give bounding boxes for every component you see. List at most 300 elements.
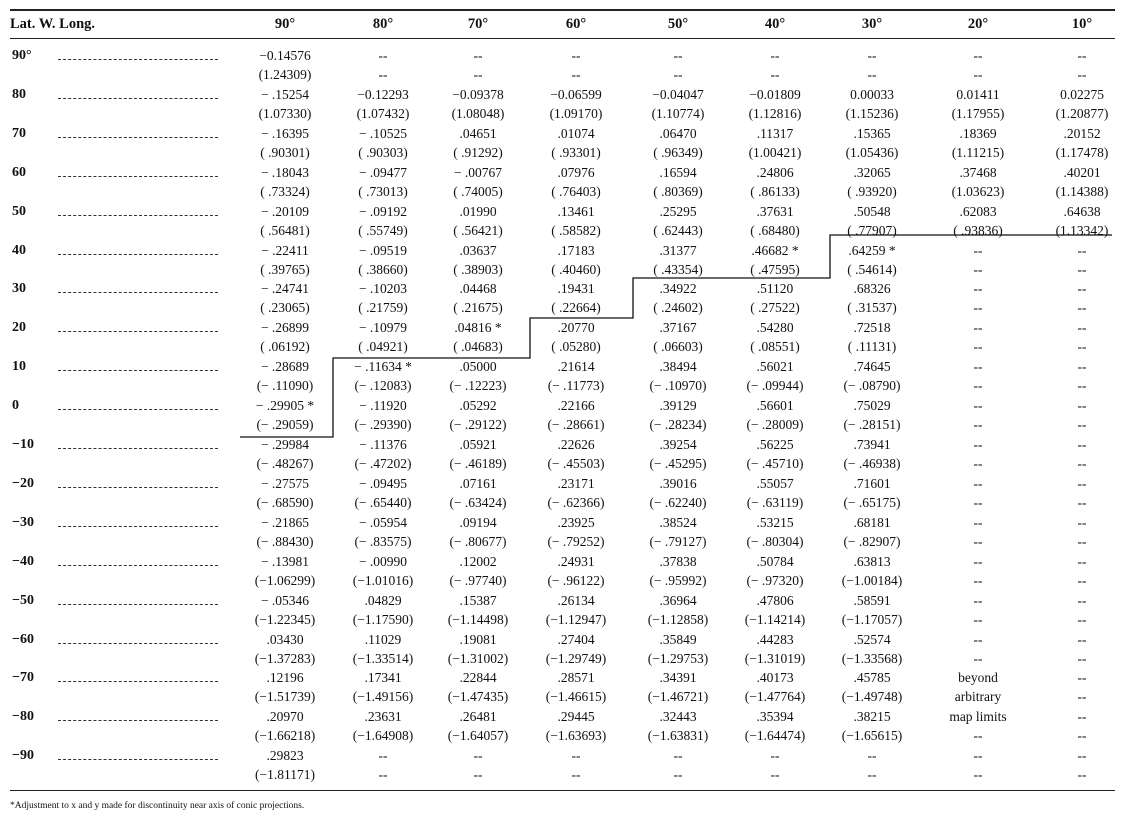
x-coordinate-cell: .58591: [853, 592, 891, 608]
latitude-label: 10: [12, 359, 26, 375]
y-coordinate-cell: ( .68480): [750, 222, 800, 238]
x-coordinate-cell: --: [973, 437, 983, 452]
x-coordinate-cell: .18369: [959, 125, 997, 141]
x-coordinate-cell: .53215: [756, 514, 794, 530]
x-coordinate-cell: --: [1077, 242, 1087, 258]
y-coordinate-cell: --: [973, 417, 983, 433]
y-coordinate-cell: --: [473, 67, 483, 82]
x-coordinate-cell: .38494: [659, 359, 697, 375]
y-coordinate-cell: (− .45503): [547, 456, 605, 471]
x-coordinate-cell: .56601: [756, 398, 794, 414]
y-coordinate-cell: ( .80369): [653, 183, 703, 199]
latitude-label: 60: [12, 164, 26, 180]
step-line-path: [240, 235, 1112, 437]
x-coordinate-cell: beyond: [958, 670, 998, 686]
x-coordinate-cell: .21614: [557, 359, 595, 375]
x-coordinate-cell: − .09192: [358, 203, 408, 219]
y-coordinate-cell: ( .86133): [750, 183, 800, 199]
y-coordinate-cell: (1.07330): [258, 105, 312, 121]
x-coordinate-cell: .68181: [853, 514, 891, 530]
y-coordinate-cell: ( .96349): [653, 144, 703, 160]
x-coordinate-cell: − .10525: [358, 125, 408, 141]
y-coordinate-cell: (− .65440): [354, 494, 412, 510]
y-coordinate-cell: --: [1077, 650, 1087, 666]
x-coordinate-cell: .54280: [756, 320, 794, 336]
x-coordinate-cell: − .21865: [260, 514, 310, 530]
x-coordinate-cell: --: [1077, 709, 1087, 725]
latitude-label: 40: [12, 242, 26, 258]
y-coordinate-cell: --: [378, 67, 388, 82]
latitude-label: −80: [12, 709, 34, 725]
x-coordinate-cell: --: [973, 242, 983, 258]
y-coordinate-cell: (− .11090): [256, 378, 314, 394]
x-coordinate-cell: .05000: [459, 359, 497, 375]
x-coordinate-cell: − .11634 *: [354, 359, 412, 375]
y-coordinate-cell: (− .97740): [449, 572, 507, 588]
x-coordinate-cell: .52574: [853, 631, 891, 647]
y-coordinate-cell: (− .28009): [746, 417, 804, 433]
longitude-header: 90°: [274, 16, 296, 32]
y-coordinate-cell: ( .77907): [847, 222, 897, 238]
x-coordinate-cell: .07976: [557, 164, 595, 180]
y-coordinate-cell: --: [1077, 261, 1087, 277]
y-coordinate-cell: (−1.14214): [744, 611, 806, 627]
x-coordinate-cell: .22626: [557, 437, 595, 452]
x-coordinate-cell: .39129: [659, 398, 697, 414]
x-coordinate-cell: .20770: [557, 320, 595, 336]
y-coordinate-cell: (−1.63831): [647, 728, 709, 744]
x-coordinate-cell: .62083: [959, 203, 997, 219]
y-coordinate-cell: --: [673, 67, 683, 82]
x-coordinate-cell: .34922: [659, 281, 697, 297]
y-coordinate-cell: (− .79127): [649, 533, 707, 549]
y-coordinate-cell: ( .38660): [358, 261, 408, 277]
y-coordinate-cell: ( .21759): [358, 300, 408, 316]
x-coordinate-cell: .17341: [364, 670, 402, 686]
y-coordinate-cell: --: [973, 728, 983, 744]
longitude-header: 50°: [667, 16, 689, 32]
y-coordinate-cell: (− .29122): [449, 417, 507, 433]
y-coordinate-cell: ( .73013): [358, 183, 408, 199]
y-coordinate-cell: (− .83575): [354, 533, 412, 549]
x-coordinate-cell: --: [973, 514, 983, 530]
x-coordinate-cell: .34391: [659, 670, 697, 686]
y-coordinate-cell: arbitrary: [954, 689, 1002, 705]
x-coordinate-cell: .15365: [853, 125, 891, 141]
x-coordinate-cell: .56225: [756, 437, 794, 452]
y-coordinate-cell: (1.09170): [549, 105, 603, 121]
y-coordinate-cell: (− .62240): [649, 494, 707, 510]
y-coordinate-cell: (− .46189): [449, 456, 507, 471]
x-coordinate-cell: .73941: [853, 437, 891, 452]
latitude-label: −60: [12, 631, 34, 647]
latitude-label: 50: [12, 203, 26, 219]
y-coordinate-cell: --: [973, 67, 983, 82]
x-coordinate-cell: .35394: [756, 709, 794, 725]
x-coordinate-cell: .37838: [659, 553, 697, 569]
x-coordinate-cell: .39254: [659, 437, 697, 452]
x-coordinate-cell: − .09495: [358, 475, 408, 491]
y-coordinate-cell: (− .68590): [256, 494, 314, 510]
x-coordinate-cell: --: [973, 320, 983, 336]
y-coordinate-cell: ( .38903): [453, 261, 503, 277]
x-coordinate-cell: −0.09378: [452, 86, 504, 102]
x-coordinate-cell: − .11376: [359, 437, 407, 452]
y-coordinate-cell: --: [973, 300, 983, 316]
longitude-header: 80°: [372, 16, 394, 32]
y-coordinate-cell: (− .95992): [649, 572, 707, 588]
y-coordinate-cell: ( .91292): [453, 144, 503, 160]
bottom-rule: [10, 790, 1115, 791]
y-coordinate-cell: ( .06192): [260, 339, 310, 355]
x-coordinate-cell: .25295: [659, 203, 697, 219]
y-coordinate-cell: (−1.65615): [841, 728, 903, 744]
x-coordinate-cell: .35849: [659, 631, 697, 647]
y-coordinate-cell: (−1.06299): [254, 572, 316, 588]
y-coordinate-cell: --: [770, 67, 780, 82]
x-coordinate-cell: .45785: [853, 670, 891, 686]
y-coordinate-cell: --: [1077, 728, 1087, 744]
y-coordinate-cell: (− .96122): [547, 572, 605, 588]
y-coordinate-cell: (− .62366): [547, 494, 605, 510]
y-coordinate-cell: (1.17955): [951, 105, 1005, 121]
y-coordinate-cell: ( .90301): [260, 144, 310, 160]
x-coordinate-cell: .24806: [756, 164, 794, 180]
y-coordinate-cell: --: [867, 767, 877, 783]
x-coordinate-cell: .72518: [853, 320, 891, 336]
y-coordinate-cell: --: [973, 533, 983, 549]
x-coordinate-cell: − .18043: [260, 164, 310, 180]
y-coordinate-cell: ( .39765): [260, 261, 310, 277]
y-coordinate-cell: (1.05436): [845, 144, 899, 160]
x-coordinate-cell: .26481: [459, 709, 497, 725]
x-coordinate-cell: --: [473, 48, 483, 63]
x-coordinate-cell: −0.12293: [357, 86, 409, 102]
y-coordinate-cell: (− .45710): [746, 456, 804, 471]
y-coordinate-cell: (−1.31002): [447, 650, 509, 666]
x-coordinate-cell: .07161: [459, 475, 497, 491]
x-coordinate-cell: .03637: [459, 242, 497, 258]
x-coordinate-cell: − .05954: [358, 514, 408, 530]
x-coordinate-cell: .23925: [557, 514, 595, 530]
latitude-label: −70: [12, 670, 34, 686]
x-coordinate-cell: .15387: [459, 592, 497, 608]
y-coordinate-cell: (−1.46615): [545, 689, 607, 705]
x-coordinate-cell: --: [973, 631, 983, 647]
y-coordinate-cell: (1.11215): [951, 144, 1005, 160]
x-coordinate-cell: .05921: [459, 437, 497, 452]
x-coordinate-cell: .26134: [557, 592, 595, 608]
y-coordinate-cell: (1.13342): [1055, 222, 1109, 238]
y-coordinate-cell: ( .08551): [750, 339, 800, 355]
y-coordinate-cell: --: [1077, 378, 1087, 394]
y-coordinate-cell: ( .90303): [358, 144, 408, 160]
y-coordinate-cell: --: [473, 767, 483, 783]
x-coordinate-cell: --: [1077, 631, 1087, 647]
x-coordinate-cell: .20152: [1063, 125, 1101, 141]
y-coordinate-cell: (−1.49156): [352, 689, 414, 705]
y-coordinate-cell: (−1.33568): [841, 650, 903, 666]
x-coordinate-cell: .40173: [756, 670, 794, 686]
y-coordinate-cell: (−1.29753): [647, 650, 709, 666]
y-coordinate-cell: --: [1077, 533, 1087, 549]
y-coordinate-cell: --: [973, 494, 983, 510]
x-coordinate-cell: --: [1077, 748, 1087, 764]
y-coordinate-cell: ( .47595): [750, 261, 800, 277]
x-coordinate-cell: --: [973, 592, 983, 608]
y-coordinate-cell: --: [973, 611, 983, 627]
x-coordinate-cell: .03430: [266, 631, 304, 647]
y-coordinate-cell: --: [973, 378, 983, 394]
y-coordinate-cell: (−1.47435): [447, 689, 509, 705]
x-coordinate-cell: --: [1077, 670, 1087, 686]
y-coordinate-cell: ( .43354): [653, 261, 703, 277]
x-coordinate-cell: .44283: [756, 631, 794, 647]
x-coordinate-cell: .32443: [659, 709, 697, 725]
x-coordinate-cell: --: [770, 48, 780, 63]
x-coordinate-cell: --: [673, 748, 683, 764]
x-coordinate-cell: .28571: [557, 670, 595, 686]
y-coordinate-cell: --: [973, 261, 983, 277]
x-coordinate-cell: --: [473, 748, 483, 764]
x-coordinate-cell: .36964: [659, 592, 697, 608]
y-coordinate-cell: ( .93920): [847, 183, 897, 199]
x-coordinate-cell: − .09477: [358, 164, 408, 180]
y-coordinate-cell: (1.00421): [748, 144, 802, 160]
x-coordinate-cell: − .27575: [260, 475, 310, 491]
x-coordinate-cell: --: [1077, 320, 1087, 336]
x-coordinate-cell: .37167: [659, 320, 697, 336]
longitude-header: 30°: [861, 16, 883, 32]
y-coordinate-cell: ( .24602): [653, 300, 703, 316]
y-coordinate-cell: --: [1077, 417, 1087, 433]
y-coordinate-cell: (1.10774): [651, 105, 705, 121]
x-coordinate-cell: --: [973, 748, 983, 764]
x-coordinate-cell: .06470: [659, 125, 697, 141]
x-coordinate-cell: .46682 *: [751, 242, 799, 258]
x-coordinate-cell: --: [1077, 553, 1087, 569]
y-coordinate-cell: --: [1077, 611, 1087, 627]
y-coordinate-cell: (− .10970): [649, 378, 707, 394]
y-coordinate-cell: --: [571, 67, 581, 82]
y-coordinate-cell: (1.08048): [451, 105, 505, 121]
x-coordinate-cell: --: [1077, 398, 1087, 414]
x-coordinate-cell: --: [973, 398, 983, 414]
y-coordinate-cell: ( .58582): [551, 222, 601, 238]
y-coordinate-cell: (− .80304): [746, 533, 804, 549]
x-coordinate-cell: .19081: [459, 631, 497, 647]
y-coordinate-cell: (− .82907): [843, 533, 901, 549]
y-coordinate-cell: ( .22664): [551, 300, 601, 316]
x-coordinate-cell: --: [378, 48, 388, 63]
longitude-header: 40°: [764, 16, 786, 32]
x-coordinate-cell: − .10203: [358, 281, 408, 297]
latitude-label: 30: [12, 281, 26, 297]
x-coordinate-cell: .24931: [557, 553, 595, 569]
y-coordinate-cell: (− .80677): [449, 533, 507, 549]
y-coordinate-cell: (−1.17057): [841, 611, 903, 627]
y-coordinate-cell: --: [973, 456, 983, 471]
x-coordinate-cell: − .22411: [261, 242, 309, 258]
y-coordinate-cell: (− .88430): [256, 533, 314, 549]
x-coordinate-cell: --: [1077, 514, 1087, 530]
x-coordinate-cell: .11317: [756, 125, 794, 141]
x-coordinate-cell: .29445: [557, 709, 595, 725]
x-coordinate-cell: .63813: [853, 553, 891, 569]
x-coordinate-cell: --: [1077, 475, 1087, 491]
x-coordinate-cell: --: [571, 748, 581, 764]
x-coordinate-cell: --: [973, 475, 983, 491]
x-coordinate-cell: .47806: [756, 592, 794, 608]
x-coordinate-cell: --: [571, 48, 581, 63]
y-coordinate-cell: --: [1077, 767, 1087, 783]
y-coordinate-cell: (−1.49748): [841, 689, 903, 705]
x-coordinate-cell: .55057: [756, 475, 794, 491]
y-coordinate-cell: (−1.81171): [255, 767, 315, 783]
y-coordinate-cell: ( .21675): [453, 300, 503, 316]
y-coordinate-cell: --: [1077, 689, 1087, 705]
x-coordinate-cell: --: [867, 48, 877, 63]
y-coordinate-cell: --: [1077, 494, 1087, 510]
longitude-header: 10°: [1071, 16, 1093, 32]
x-coordinate-cell: .09194: [459, 514, 497, 530]
latitude-label: −30: [12, 514, 34, 530]
x-coordinate-cell: .38524: [659, 514, 697, 530]
y-coordinate-cell: (− .97320): [746, 572, 804, 588]
longitude-header: 60°: [565, 16, 587, 32]
x-coordinate-cell: --: [1077, 48, 1087, 63]
y-coordinate-cell: (− .63424): [449, 494, 507, 510]
longitude-header: 70°: [467, 16, 489, 32]
x-coordinate-cell: .68326: [853, 281, 891, 297]
y-coordinate-cell: ( .23065): [260, 300, 310, 316]
y-coordinate-cell: (−1.63693): [545, 728, 607, 744]
y-coordinate-cell: (−1.12858): [647, 611, 709, 627]
x-coordinate-cell: .20970: [266, 709, 304, 725]
latitude-label: 70: [12, 125, 26, 141]
x-coordinate-cell: −0.01809: [749, 86, 801, 102]
x-coordinate-cell: .12196: [266, 670, 304, 686]
x-coordinate-cell: .01990: [459, 203, 497, 219]
y-coordinate-cell: (−1.12947): [545, 611, 607, 627]
y-coordinate-cell: (−1.22345): [254, 611, 316, 627]
x-coordinate-cell: .64259 *: [848, 242, 896, 258]
y-coordinate-cell: --: [571, 767, 581, 783]
x-coordinate-cell: .32065: [853, 164, 891, 180]
y-coordinate-cell: (1.14388): [1055, 183, 1109, 199]
x-coordinate-cell: --: [973, 553, 983, 569]
y-coordinate-cell: (1.17478): [1055, 144, 1109, 160]
y-coordinate-cell: ( .56421): [453, 222, 503, 238]
x-coordinate-cell: 0.00033: [850, 86, 894, 102]
y-coordinate-cell: --: [973, 650, 983, 666]
y-coordinate-cell: (1.12816): [748, 105, 802, 121]
x-coordinate-cell: .05292: [459, 398, 497, 414]
y-coordinate-cell: ( .74005): [453, 183, 503, 199]
y-coordinate-cell: ( .73324): [260, 183, 310, 199]
x-coordinate-cell: − .16395: [260, 125, 310, 141]
y-coordinate-cell: ( .40460): [551, 261, 601, 277]
longitude-header: 20°: [967, 16, 989, 32]
x-coordinate-cell: .19431: [557, 281, 595, 297]
x-coordinate-cell: .11029: [364, 631, 402, 647]
x-coordinate-cell: .04651: [459, 125, 497, 141]
x-coordinate-cell: --: [1077, 359, 1087, 375]
y-coordinate-cell: (−1.66218): [254, 728, 316, 744]
x-coordinate-cell: .12002: [459, 553, 497, 569]
x-coordinate-cell: − .29905 *: [255, 398, 315, 414]
y-coordinate-cell: (−1.47764): [744, 689, 806, 705]
x-coordinate-cell: .38215: [853, 709, 891, 725]
x-coordinate-cell: map limits: [949, 709, 1007, 725]
y-coordinate-cell: --: [1077, 300, 1087, 316]
y-coordinate-cell: (−1.37283): [254, 650, 316, 666]
y-coordinate-cell: (−1.51739): [254, 689, 316, 705]
latitude-label: 20: [12, 320, 26, 336]
y-coordinate-cell: (− .45295): [649, 456, 707, 471]
x-coordinate-cell: .29823: [266, 748, 304, 764]
x-coordinate-cell: .04829: [364, 592, 402, 608]
x-coordinate-cell: --: [1077, 592, 1087, 608]
y-coordinate-cell: --: [378, 767, 388, 783]
x-coordinate-cell: − .10979: [358, 320, 408, 336]
y-coordinate-cell: ( .54614): [847, 261, 897, 277]
x-coordinate-cell: .13461: [557, 203, 595, 219]
x-coordinate-cell: .04816 *: [454, 320, 502, 336]
x-coordinate-cell: .23631: [364, 709, 402, 725]
y-coordinate-cell: (−1.64908): [352, 728, 414, 744]
y-coordinate-cell: --: [867, 67, 877, 82]
y-coordinate-cell: ( .93301): [551, 144, 601, 160]
x-coordinate-cell: .22844: [459, 670, 497, 686]
y-coordinate-cell: (− .28151): [843, 417, 901, 433]
y-coordinate-cell: (−1.33514): [352, 650, 414, 666]
y-coordinate-cell: (−1.29749): [545, 650, 607, 666]
x-coordinate-cell: .23171: [557, 475, 595, 491]
y-coordinate-cell: (− .09944): [746, 378, 804, 394]
x-coordinate-cell: --: [378, 748, 388, 764]
x-coordinate-cell: .64638: [1063, 203, 1101, 219]
x-coordinate-cell: --: [973, 281, 983, 297]
y-coordinate-cell: ( .06603): [653, 339, 703, 355]
x-coordinate-cell: .51120: [756, 281, 794, 297]
y-coordinate-cell: ( .55749): [358, 222, 408, 238]
y-coordinate-cell: (−1.14498): [447, 611, 509, 627]
y-coordinate-cell: ( .11131): [847, 339, 897, 355]
x-coordinate-cell: −0.06599: [550, 86, 602, 102]
y-coordinate-cell: (−1.00184): [841, 572, 903, 588]
x-coordinate-cell: --: [673, 48, 683, 63]
x-coordinate-cell: .16594: [659, 164, 697, 180]
x-coordinate-cell: − .20109: [260, 203, 310, 219]
y-coordinate-cell: --: [673, 767, 683, 783]
footnote: *Adjustment to x and y made for discontinuity near axis of conic projections.: [10, 801, 305, 811]
x-coordinate-cell: .37631: [756, 203, 794, 219]
y-coordinate-cell: (− .12083): [354, 378, 412, 394]
y-coordinate-cell: (1.03623): [951, 183, 1005, 199]
y-coordinate-cell: ( .62443): [653, 222, 703, 238]
x-coordinate-cell: .04468: [459, 281, 497, 297]
x-coordinate-cell: --: [973, 359, 983, 375]
x-coordinate-cell: --: [1077, 437, 1087, 452]
x-coordinate-cell: .17183: [557, 242, 595, 258]
x-coordinate-cell: − .28689: [260, 359, 310, 375]
x-coordinate-cell: .37468: [959, 164, 997, 180]
x-coordinate-cell: .31377: [659, 242, 697, 258]
y-coordinate-cell: ( .05280): [551, 339, 601, 355]
x-coordinate-cell: − .24741: [260, 281, 310, 297]
y-coordinate-cell: --: [1077, 339, 1087, 355]
